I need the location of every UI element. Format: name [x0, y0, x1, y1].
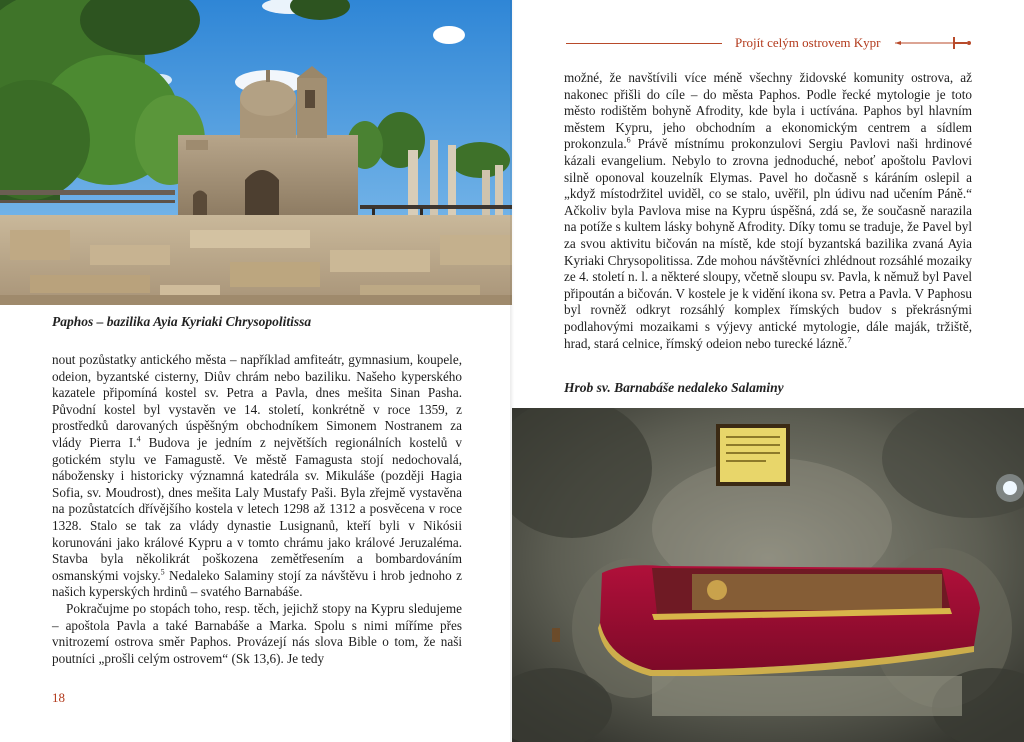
left-paragraph-1-part-a: nout pozůstatky antického města – například amfiteátr, gymnasium, koupele, odeion, byzantské cisterny, Diův chrám nebo baziliku. Našeho kyperského kazatele připomíná kostel sv. Petra a Pavla, dnes mešita Sinan Pasha. Původní kostel byl vystavěn ve 14. století, konkrétně v roce 1359, z prostředků darovaných úspěšným obchodníkem Simonem Nostranem za vlády Pierra I. — [52, 352, 462, 450]
left-paragraph-1-part-b: Budova je jedním z největších regionálních kostelů v gotickém stylu ve Famagustě. Ve městě Famagusta stojí nedochovalá, nábožensky i historicky významná katedrála sv. Mikuláše (později Hagia Sofia, sv. Moudrost), dnes mešita Laly Mustafy Paši. Byla zřejmě vystavěna na pozůstatcích dřívějšího kostela v letech 1298 až 1312 a posvěcena v roce 1328. Stalo se tak za vlády dynastie Lusignanů, kteří byli v Nikósii korunováni jako králové Kypru a v tomto chrámu jako králové Jeruzaléma. Stavba byla několikrát poškozena zemětřesením a bombardováním osmanskými vojsky. — [52, 434, 462, 583]
footnote-ref-6: 6 — [626, 135, 631, 145]
right-paragraph — [564, 70, 972, 352]
basilica-photo — [0, 0, 512, 305]
left-paragraph-1 — [52, 352, 462, 601]
left-photo-caption: Paphos – bazilika Ayia Kyriaki Chrysopolitissa — [52, 314, 312, 329]
running-header-title: Projít celým ostrovem Kypr — [735, 35, 881, 50]
header-rule — [566, 43, 722, 44]
right-body-text — [564, 70, 972, 352]
left-paragraph-1-part-c: Nedaleko Salaminy stojí za návštěvu i hrob jednoho z našich kyperských hrdinů – svatého Barnabáše. — [52, 567, 462, 600]
footnote-ref-4: 4 — [136, 434, 141, 444]
left-paragraph-2: Pokračujme po stopách toho, resp. těch, jejichž stopy na Kypru sledujeme – apoštola Pavla a také Barnabáše a Marka. Spolu s nimi míříme přes vnitrozemí ostrova směr Paphos. Provázejí nás slova Bible o tom, že naši poutníci „prošli celým ostrovem“ (Sk 13,6). Je tedy — [52, 600, 462, 666]
footnote-ref-7: 7 — [847, 335, 852, 345]
footnote-ref-5: 5 — [160, 567, 165, 577]
right-paragraph-part-b: Právě místnímu prokonzulovi Sergiu Pavlovi naši hrdinové kázali evangelium. Nebylo to zrovna jednoduché, neboť apoštolu Pavlovi silně oponoval kouzelník Elymas. Pavel ho dočasně s káráním oslepil a „když místodržitel uviděl, co se stalo, uvěřil, pln údivu nad učením Páně.“ Ačkoliv byla Pavlova mise na Kypru úspěšná, zdá se, že současně narazila na potíže s kultem lásky bohyně Afrodity. Díky tomu se traduje, že Pavel byl za svou aktivitu bičován na místě, kde stojí byzantská bazilika zvaná Ayia Kyriaki Chrysopolitissa. Zde mohou návštěvníci zhlédnout rozsáhlé mozaiky ze 4. století n. l. a některé sloupy, včetně sloupu sv. Pavla, k němuž byl Pavel připoután a bičován. V kostele je k vidění ikona sv. Petra a Pavla. V Paphosu byl rovněž odkryt rozsáhlý komplex římských budov s překrásnými podlahovými mozaikami s výjevy antické mytologie, dále maják, tržiště, hrad, stará celnice, římský odeion nebo turecké lázně. — [564, 136, 972, 351]
sword-icon — [893, 36, 973, 55]
left-body-text — [52, 352, 462, 667]
barnabas-tomb-photo — [512, 408, 1024, 742]
page-number: 18 — [52, 690, 65, 705]
right-paragraph-part-a: možné, že navštívili více méně všechny židovské komunity ostrova, až nakonec přišli do cíle – do města Paphos. Podle řecké mytologie je toto město rodištěm bohyně Afrodity, kde byla i uctívána. Paphos byl hlavním městem Kypru, jeho obchodním a ekonomickým centrem a sídlem prokonzula. — [564, 70, 972, 152]
right-photo-caption: Hrob sv. Barnabáše nedaleko Salaminy — [564, 380, 784, 395]
